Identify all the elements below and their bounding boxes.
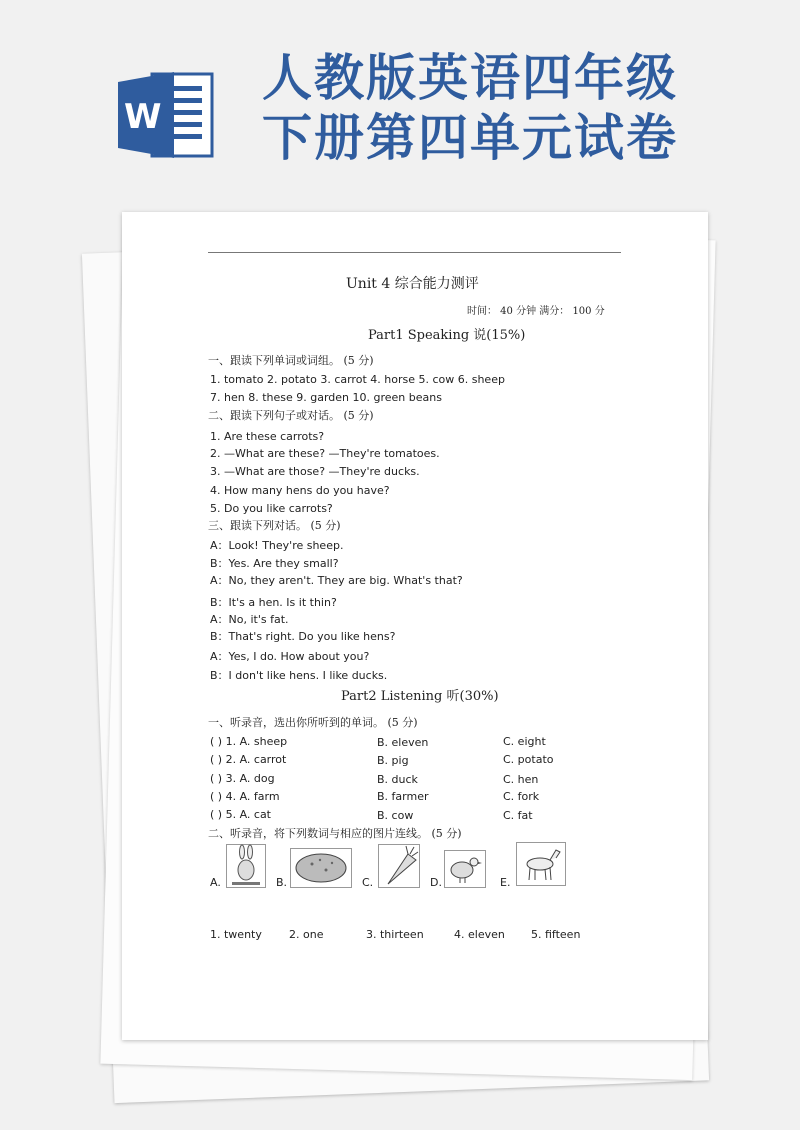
header-rule: [208, 252, 621, 253]
number-word: 1. twenty: [210, 928, 262, 941]
sentence-item: 3. —What are those? —They're ducks.: [210, 465, 420, 478]
rabbit-picture: [226, 844, 266, 892]
dialogue-line: B：I don't like hens. I like ducks.: [210, 669, 388, 682]
part1-heading: Part1 Speaking 说(15%): [368, 328, 526, 343]
horse-picture: [516, 842, 566, 890]
section-title: 一、听录音，选出你所听到的单词。 (5 分): [208, 716, 418, 729]
dialogue-line: A：No, they aren't. They are big. What's that?: [210, 574, 463, 587]
banner-title-line2: 下册第四单元试卷: [262, 109, 678, 167]
banner-title: [262, 48, 782, 168]
dialogue-line: B：It's a hen. Is it thin?: [210, 596, 337, 609]
dialogue-line: A：Look! They're sheep.: [210, 539, 344, 552]
dialogue-line: A：Yes, I do. How about you?: [210, 650, 370, 663]
word-logo-icon: [118, 68, 216, 162]
number-word: 5. fifteen: [531, 928, 581, 941]
picture-label: E.: [500, 876, 511, 889]
dialogue-line: B：Yes. Are they small?: [210, 557, 339, 570]
svg-text:W: W: [124, 97, 162, 137]
potato-picture: [290, 848, 352, 892]
question-stem: ( ) 5. A. cat: [210, 808, 271, 821]
question-option: B. pig: [377, 754, 409, 767]
question-option: C. fat: [503, 809, 533, 822]
question-option: C. fork: [503, 790, 540, 803]
question-option: C. hen: [503, 773, 539, 786]
question-option: B. eleven: [377, 736, 429, 749]
question-stem: ( ) 3. A. dog: [210, 772, 275, 785]
sentence-item: 5. Do you like carrots?: [210, 502, 333, 515]
section-title: 一、跟读下列单词或词组。 (5 分): [208, 354, 374, 367]
section-title: 二、跟读下列句子或对话。 (5 分): [208, 409, 374, 422]
picture-label: D.: [430, 876, 442, 889]
sentence-item: 1. Are these carrots?: [210, 430, 325, 443]
exam-paper: [122, 212, 708, 1040]
section-title: 二、听录音，将下列数词与相应的图片连线。 (5 分): [208, 827, 462, 840]
carrot-picture: [378, 844, 420, 892]
banner-title-line1: 人教版英语四年级: [262, 49, 678, 107]
part2-heading: Part2 Listening 听(30%): [341, 689, 499, 704]
question-option: B. duck: [377, 773, 418, 786]
picture-label: C.: [362, 876, 374, 889]
question-stem: ( ) 2. A. carrot: [210, 753, 287, 766]
question-option: B. farmer: [377, 790, 429, 803]
word-list-line: 7. hen 8. these 9. garden 10. green beans: [210, 391, 442, 404]
number-word: 3. thirteen: [366, 928, 424, 941]
question-stem: ( ) 1. A. sheep: [210, 735, 288, 748]
number-word: 4. eleven: [454, 928, 505, 941]
dialogue-line: A：No, it's fat.: [210, 613, 289, 626]
dialogue-line: B：That's right. Do you like hens?: [210, 630, 396, 643]
hen-picture: [444, 850, 486, 892]
section-title: 三、跟读下列对话。 (5 分): [208, 519, 341, 532]
word-list-line: 1. tomato 2. potato 3. carrot 4. horse 5. cow 6. sheep: [210, 373, 505, 386]
doc-meta: 时间： 40 分钟 满分： 100 分: [467, 306, 605, 317]
question-stem: ( ) 4. A. farm: [210, 790, 280, 803]
question-option: B. cow: [377, 809, 414, 822]
question-option: C. eight: [503, 735, 546, 748]
picture-label: B.: [276, 876, 288, 889]
sentence-item: 2. —What are these? —They're tomatoes.: [210, 447, 440, 460]
question-option: C. potato: [503, 753, 554, 766]
picture-label: A.: [210, 876, 221, 889]
number-word: 2. one: [289, 928, 324, 941]
doc-title: Unit 4 综合能力测评: [346, 276, 479, 292]
sentence-item: 4. How many hens do you have?: [210, 484, 390, 497]
